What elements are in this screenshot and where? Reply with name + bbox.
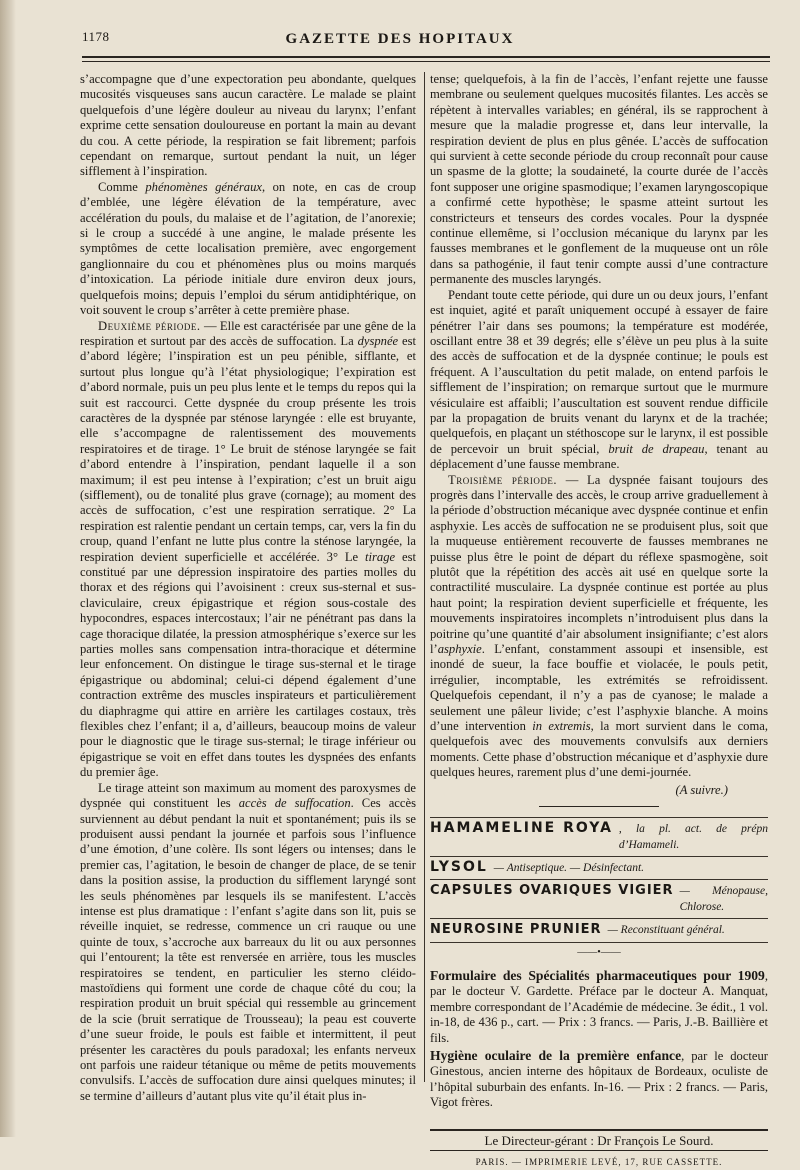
- binding-edge: [0, 0, 16, 1137]
- header-rule: [82, 56, 770, 58]
- ad-brand: CAPSULES OVARIQUES VIGIER: [430, 883, 674, 899]
- ad-brand: NEUROSINE PRUNIER: [430, 922, 602, 938]
- director-line: Le Directeur-gérant : Dr François Le Sourd.: [430, 1129, 768, 1151]
- page-number: 1178: [82, 29, 110, 44]
- bibliography-entry: Formulaire des Spécialités pharmaceutiques pour 1909, par le docteur V. Gardette. Préface par le docteur A. Manquat, membre correspondant de l’Académie de médecine. 3e édit., 1 vol. in-18, de 436 p., cart. — Prix : 3 francs. — Paris, J.-B. Baillière et fils.: [430, 967, 768, 1045]
- ad-brand: HAMAMELINE ROYA: [430, 820, 613, 837]
- ad-separator: ——•——: [577, 946, 621, 958]
- right-column: [430, 72, 768, 1170]
- left-column: [80, 72, 416, 1104]
- section-heading: Deuxième période.: [98, 318, 201, 333]
- page-title: GAZETTE DES HOPITAUX: [285, 31, 515, 47]
- ad-line: [430, 857, 768, 880]
- paragraph: Troisième période. — La dyspnée faisant toujours des progrès dans l’intervalle des accès, le croup arrive graduellement à la période d’obstruction mécanique avec dyspnée continue et enfin asphyxie. Les accès de suffocation ne se produisent plus, soit que la muqueuse entièrement recouverte de fausses membranes ne puisse plus être le point de départ du réflexe spasmogène, soit plutôt que la répétition des accès ait usé en quelque sorte la contractilité musculaire. La dyspnée continue est portée au plus haut point; la respiration devient superficielle et fréquente, les mouvements inspiratoires incomplets n’introduisent plus dans la poitrine qu’une quantité d’air absolument insignifiante; c’est alors l’asphyxie. L’enfant, constamment assoupi et insensible, est inondé de sueur, la face bouffie et violacée, le pouls petit, irrégulier, incomptable, les extrémités se refroidissent. Quelquefois cependant, il n’y a pas de cyanose; le malade a seulement une pâleur livide; c’est l’asphyxie blanche. A moins d’une intervention in extremis, la mort survient dans le coma, quelquefois avec des mouvements convulsifs aux derniers moments. Cette phase d’obstruction mécanique et d’asphyxie dure quelques heures, rarement plus d’une demi-journée.: [430, 472, 768, 780]
- paragraph: tense; quelquefois, à la fin de l’accès, l’enfant rejette une fausse membrane ou seulement quelques mucosités filantes. Les accès se répètent à intervalles variables; en général, ils se rapprochent à mesure que la maladie progresse et, dans leur intervalle, la respiration devient de plus en plus gênée. L’accès de suffocation qui survient à cette seconde période du croup reconnaît pour cause un spasme de la glotte; la soudaineté, la courte durée de l’accès font supposer une origine spasmodique; l’examen laryngoscopique a confirmé cette hypothèse; le spasme atteint surtout les constricteurs et tenseurs des cordes vocales. Pour la dyspnée continue ellemême, si l’occlusion mécanique du larynx par les fausses membranes et le gonflement de la muqueuse ont un rôle dans sa pathogénie, il faut tenir compte aussi d’une contracture permanente des muscles laryngés.: [430, 72, 768, 287]
- paragraph: s’accompagne que d’une expectoration peu abondante, quelques mucosités visqueuses sans aucun caractère. Le malade se plaint quelquefois d’une légère douleur au niveau du larynx; l’enfant exprime cette sensation douloureuse en portant la main au devant du cou. A cette période, la respiration se fait librement; parfois cependant on remarque, surtout pendant la nuit, un léger sifflement à l’inspiration.: [80, 72, 416, 179]
- bibliography-entry: Hygiène oculaire de la première enfance, par le docteur Ginestous, ancien interne des hôpitaux de Bordeaux, oculiste de l’hôpital suburbain des enfants. In-16. — Prix : 2 francs. — Paris, Vigot frères.: [430, 1047, 768, 1110]
- ad-description: — Reconstituant général.: [607, 924, 725, 937]
- ad-line: [430, 817, 768, 857]
- column-divider: [424, 72, 425, 1082]
- paragraph: Deuxième période. — Elle est caractérisée par une gêne de la respiration et surtout par des accès de suffocation. La dyspnée est d’abord légère; l’inspiration est un peu pénible, sifflante, et surtout plus longue qu’à l’état physiologique; l’expiration est d’abord normale, puis un peu plus lente et le temps du repos qui la suit est raccourci. Cette dyspnée du croup présente les trois caractères de la dyspnée par sténose laryngée : elle est bruyante, elle s’accompagne de ralentissement des mouvements respiratoires et de tirage. 1° Le bruit de sténose laryngée se fait d’abord entendre à l’inspiration, pendant laquelle il a son maximum; il est peu intense à l’expiration; c’est un bruit aigu (sifflement), ou de tonalité plus grave (cornage); au moment des accès de suffocation, c’est une respiration serratique. 2° La respiration est ralentie pendant un certain temps, car, vers la fin du croup, quand l’enfant ne lutte plus contre la sténose laryngée, la respiration devient superficielle et accélérée. 3° Le tirage est constitué par une dépression inspiratoire des parties molles du thorax et des régions qui l’avoisinent : creux sus-sternal et sus-claviculaire, creux épigastrique et région sous-costale des hypocondres, espaces intercostaux; l’air ne pénétrant pas dans la cage thoracique dilatée, la pression atmosphérique s’exerce sur les parties molles sans compensation intra-thoracique et détermine leur enfoncement. On distingue le tirage sus-sternal et le tirage épigastrique ou abdominal; celui-ci dépend également d’une contraction extrême des muscles inspirateurs et particulièrement du diaphragme qui attire en arrière les cartilages costaux, très flexibles chez l’enfant; il a, d’ailleurs, beaucoup moins de valeur pour le diagnostic que le tirage sus-sternal; le tirage inférieur ou épigastrique se voit en effet dans toutes les dyspnées des enfants du premier âge.: [80, 318, 416, 780]
- paragraph: Comme phénomènes généraux, on note, en cas de croup d’emblée, une légère élévation de la température, avec accélération du pouls, du malaise et de l’agitation, de l’anorexie; si le croup a succédé à une angine, le malade présente les symptômes de cette localisation première, avec engorgement ganglionnaire du cou et phénomènes plus ou moins marqués d’intoxication. La période initiale dure environ deux jours, quelquefois moins; depuis l’emploi du sérum antidiphtérique, on voit souvent le croup s’arrêter à cette première phase.: [80, 179, 416, 318]
- advertisements: [430, 817, 768, 960]
- to-be-continued: (A suivre.): [675, 782, 728, 797]
- header-rule-thin: [82, 61, 770, 62]
- book-title: Hygiène oculaire de la première enfance: [430, 1047, 682, 1063]
- ad-description: — Ménopause, Chlorose.: [679, 885, 768, 913]
- printer-line: PARIS. — IMPRIMERIE LEVÉ, 17, RUE CASSETTE.: [475, 1157, 723, 1167]
- paragraph: Pendant toute cette période, qui dure un ou deux jours, l’enfant est inquiet, agité et paraît uniquement occupé à essayer de faire pénétrer l’air dans ses poumons; la température est modérée, oscillant entre 38 et 39 degrés; elle s’élève un peu plus à la suite des accès de suffocation et de la dyspnée continue; le pouls est fréquent. A l’auscultation du petit malade, on entend parfois le sifflement de l’inspiration; on remarque surtout que le murmure vésiculaire est affaibli; l’auscultation est souvent rendue difficile par la propagation de bruits venant du larynx et de la trachée; quelquefois, en plaçant un stéthoscope sur le larynx, il est possible de percevoir un bruit spécial, bruit de drapeau, tenant au déplacement d’une fausse membrane.: [430, 287, 769, 472]
- ad-brand: LYSOL: [430, 858, 488, 875]
- ad-description: , la pl. act. de prépn d’Hamameli.: [618, 823, 768, 851]
- paragraph: Le tirage atteint son maximum au moment des paroxysmes de dyspnée qui constituent les accès de suffocation. Ces accès surviennent au début pendant la nuit et spontanément; puis ils se produisent aussi pendant la journée et parfois sous l’influence d’une émotion, d’une colère. Ils sont légers ou intenses; dans le premier cas, l’agitation, le besoin de changer de place, de se tenir dans la position assise, la production du sifflement laryngé sont les seuls phénomènes par lesquels ils se manifestent. L’accès intense est plus dramatique : l’enfant s’agite dans son lit, puis se réveille inquiet, se redresse, commence un cri rauque ou une quinte de toux, s’accroche aux barreaux du lit ou aux personnes qui l’entourent; la tête est renversée en arrière, tous les muscles respiratoires se tendent, en particulier les sterno cléido-mastoïdiens qui forment une corde de chaque côté du cou; la respiration produit un bruit spécial qui ressemble au grincement de la scie (bruit serratique de Trousseau); la peau est couverte d’une sueur froide, le pouls est faible et intermittent, il peut présenter les caractères du pouls paradoxal; les enfants nerveux ont parfois une raideur tétanique ou même de petits mouvements convulsifs. L’accès de suffocation dure ainsi quelques minutes; il se termine d’ailleurs d’autant plus vite qu’il était plus in-: [80, 780, 416, 1103]
- divider: [539, 806, 659, 807]
- bibliography: [430, 968, 768, 1111]
- ad-line: [430, 919, 768, 942]
- section-heading: Troisième période.: [448, 472, 558, 487]
- ad-description: — Antiseptique. — Désinfectant.: [493, 861, 645, 874]
- ad-line: [430, 880, 768, 919]
- book-title: Formulaire des Spécialités pharmaceutiques pour 1909: [430, 967, 765, 983]
